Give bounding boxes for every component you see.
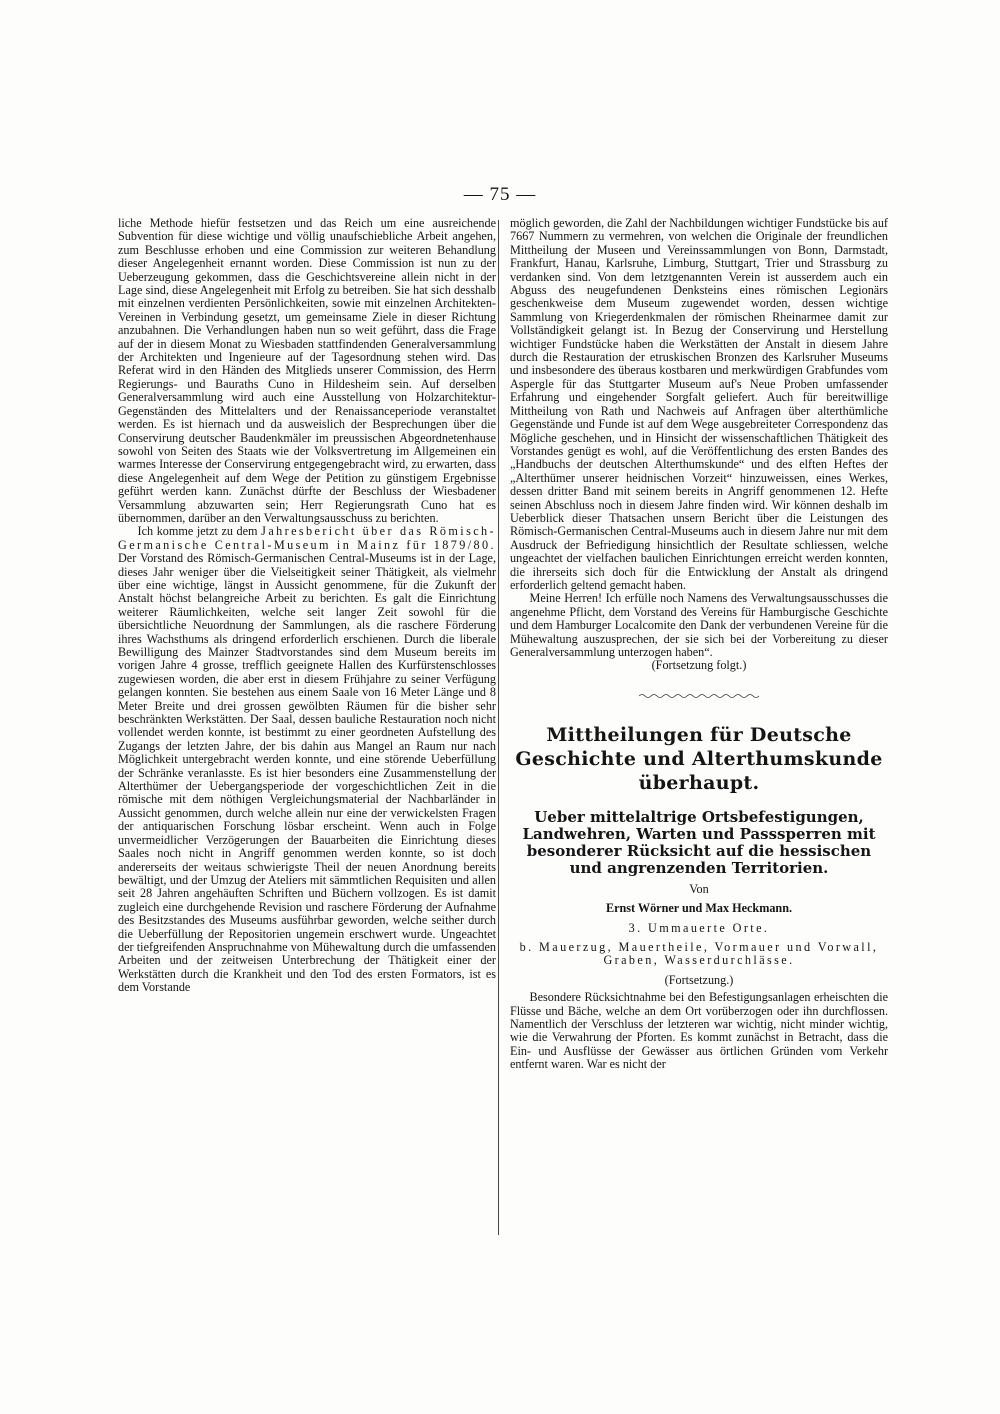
continued-note: (Fortsetzung.) [664,972,734,987]
page-number: — 75 — [463,184,537,205]
subsection-heading: b. Mauerzug, Mauertheile, Vormauer und Vorwall, Graben, Wasserdurchlässe. [519,940,879,968]
right-column [510,217,888,1072]
paragraph-jahresbericht [118,525,496,994]
continued-note: (Fortsetzung folgt.) [651,658,747,673]
paragraph: Meine Herren! Ich erfülle noch Namens des Verwaltungsausschusses die angenehme Pflicht, dem Vorstand des Vereins für Hamburgische Geschichte und dem Hamburger Localcomite den Dank der verbundenen Vereine für die Mühewaltung auszusprechen, der sie sich bei der Vorbereitung zu dieser Generalversammlung unterzogen haben“. [510,591,888,659]
byline-label: Von [689,881,709,896]
left-column [118,217,496,995]
authors: Ernst Wörner und Max Heckmann. [605,901,793,916]
paragraph-intro: Ich komme jetzt zu dem [137,524,258,539]
article-title: Ueber mittelaltrige Ortsbefestigungen, Landwehren, Warten und Passsperren mit besonderer Rücksicht auf die hessischen und angrenzenden Territorien. [522,807,876,877]
paragraph: Besondere Rücksichtnahme bei den Befestigungsanlagen erheischten die Flüsse und Bäche, welche an dem Ort vorüberzogen oder ihn durchflossen. Namentlich der Verschluss der letzteren war wichtig, nicht minder wichtig, wie die Verwahrung der Pforten. Es kommt zunächst in Betracht, dass die Ein- und Ausflüsse der Gewässer aus örtlichen Gründen vom Verkehr entfernt waren. War es nicht der [510,990,888,1072]
column-divider [498,220,499,1235]
paragraph: liche Methode hiefür festsetzen und das Reich um eine ausreichende Subvention für diese wichtige und völlig unaufschiebliche Arbeit angehen, zum Beschlusse erhoben und eine Commission zur weiteren Behandlung dieser Angelegenheit ernannt worden. Diese Commission ist nun zu der Ueberzeugung gekommen, dass die Geschichtsvereine allein nicht in der Lage sind, diese Angelegenheit mit Erfolg zu betreiben. Sie hat sich desshalb mit einzelnen verdienten Persönlichkeiten, sowie mit einzelnen Architekten-Vereinen in Verbindung gesetzt, um gemeinsame Ziele in dieser Richtung anzubahnen. Die Verhandlungen haben nun so weit geführt, dass die Frage auf der in diesem Monat zu Wiesbaden stattfindenden Generalversammlung der Architekten und Ingenieure auf der Tagesordnung stehen wird. Das Referat wird in den Händen des Mitglieds unserer Commission, des Herrn Regierungs- und Bauraths Cuno in Hildesheim sein. Auf derselben Generalversammlung wird auch eine Ausstellung von Holzarchitektur-Gegenständen des Mittelalters und der Renaissanceperiode veranstaltet werden. Es ist hiernach und da ausweislich der Besprechungen über die Conservirung deutscher Baudenkmäler im preussischen Abgeordnetenhause sowohl von Seiten des Staats wie der Volksvertretung im Allgemeinen ein warmes Interesse der Conservirung entgegengebracht wird, zu erwarten, dass diese Angelegenheit auf dem Wege der Petition zu günstigem Ergebnisse geführt werden kann. Zunächst dürfte der Beschluss der Wiesbadener Versammlung abzuwarten sein; Herr Regierungsrath Cuno hat es übernommen, darüber an den Verwaltungsausschuss zu berichten. [118,216,496,525]
paragraph-body: Der Vorstand des Römisch-Germanischen Central-Museums ist in der Lage, dieses Jahr weniger über die Vielseitigkeit seiner Thätigkeit, als vielmehr über eine wichtige, längst in Aussicht genommene, für die Zukunft der Anstalt höchst belangreiche Arbeit zu berichten. Es galt die Einrichtung weiterer Räumlichkeiten, welche seit langer Zeit sowohl für die übersichtliche Neuordnung der Sammlungen, als die raschere Förderung ihres Wachsthums als dringend erforderlich erschienen. Durch die liberale Bewilligung des Mainzer Stadtvorstandes sind dem Museum bereits im vorigen Jahre 4 grosse, trefflich geeignete Hallen des Kurfürstenschlosses zugewiesen worden, die aber erst in diesem Frühjahre zu seiner Verfügung gelangen konnten. Sie bestehen aus einem Saale von 16 Meter Länge und 8 Meter Breite und drei grossen gewölbten Räumen für die bisher sehr beschränkten Werkstätten. Der Saal, dessen bauliche Restauration noch nicht vollendet werden konnte, ist bestimmt zu einer geordneten Aufstellung des Zugangs der letzten Jahre, der bis dahin aus Mangel an Raum nur nach Möglichkeit untergebracht werden konnte, und eine störende Ueberfüllung der Schränke veranlasste. Es ist hier besonders eine Zusammenstellung der Alterthümer der Uebergangsperiode der vorgeschichtlichen Zeit in die römische mit dem nöthigen Vergleichungsmaterial der Nachbarländer in Aussicht genommen, durch welche allein nur eine der verwickelsten Fragen der antiquarischen Forschung lösbar erscheint. Wenn auch in Folge unvermeidlicher Verzögerungen der Bauarbeiten die Einrichtung dieses Saales noch nicht in Angriff genommen werden konnte, so ist doch andererseits der weitaus schwierigste Theil der neuen Anordnung bereits bewältigt, und der Umzug der Ateliers mit sämmtlichen Requisiten und allen seit 28 Jahren angehäuften Schriften und Büchern vollzogen. Es ist damit zugleich eine durchgehende Revision und raschere Förderung der Aufnahme des Besitzstandes des Museums ausführbar geworden, welche seither durch die Ueberfüllung der Repositorien ungemein erschwert wurde. Ungeachtet der tiefgreifenden Anspruchnahme von Mühewaltung durch die umfassenden Arbeiten und der zeitweisen Unterbrechung der Thätigkeit einer der Werkstätten durch die Krankheit und den Tod des ersten Formators, ist es dem Vorstande [118,551,496,995]
subsection-heading: 3. Ummauerte Orte. [628,920,770,935]
paragraph: möglich geworden, die Zahl der Nachbildungen wichtiger Fundstücke bis auf 7667 Nummern zu vermehren, von welchen die Originale der freundlichen Mittheilung der Museen und Vereinssammlungen von Bonn, Darmstadt, Frankfurt, Hanau, Karlsruhe, Limburg, Stuttgart, Trier und Strassburg zu verdanken sind. Von dem letztgenannten Verein ist ausserdem auch ein Abguss des neugefundenen Denksteins eines römischen Legionärs geschenkweise dem Museum zugewendet worden, dessen wichtige Sammlung von Kriegerdenkmalen der römischen Rheinarmee damit zur Vollständigkeit gelangt ist. In Bezug der Conservirung und Herstellung wichtiger Fundstücke haben die Werkstätten der Anstalt in diesem Jahre durch die Restauration der etruskischen Bronzen des Karlsruher Museums und insbesondere des überaus kostbaren und merkwürdigen Grabfundes vom Aspergle für das Stuttgarter Museum auf's Neue Proben umfassender Erfahrung und eingehender Sorgfalt geliefert. Auch für bereitwillige Mittheilung von Rath und Nachweis auf Anfragen über alterthümliche Gegenstände und Funde ist auf dem Wege ausgebreiteter Correspondenz das Mögliche geschehen, und in Hinsicht der wissenschaftlichen Thätigkeit des Vorstandes genügt es wohl, auf die Veröffentlichung des ersten Bandes des „Handbuchs der deutschen Alterthumskunde“ und des elften Heftes der „Alterthümer unserer heidnischen Vorzeit“ hinzuweissen, eines Werkes, dessen dritter Band mit seinem bereits in Angriff genommenen 12. Hefte seinen Abschluss noch in diesem Jahre finden wird. Wir können deshalb im Ueberblick dieser Thatsachen unsern Bericht über die Leistungen des Römisch-Germanischen Central-Museums auch in diesem Jahre nur mit dem Ausdruck der Befriedigung hinsichtlich der Resultate schliessen, welche ungeachtet der vielfachen baulichen Einrichtungen erreicht werden konnten, die ihrerseits sich doch für die Entwicklung der Anstalt als dringend erforderlich geltend gemacht haben. [510,216,888,592]
spaced-title: Jahresbericht über das Römisch-Germanische Central-Museum in Mainz für 1879/80. [118,524,496,552]
section-heading: Mittheilungen für Deutsche Geschichte und Alterthumskunde überhaupt. [515,723,883,794]
ornament-rule [639,693,759,699]
